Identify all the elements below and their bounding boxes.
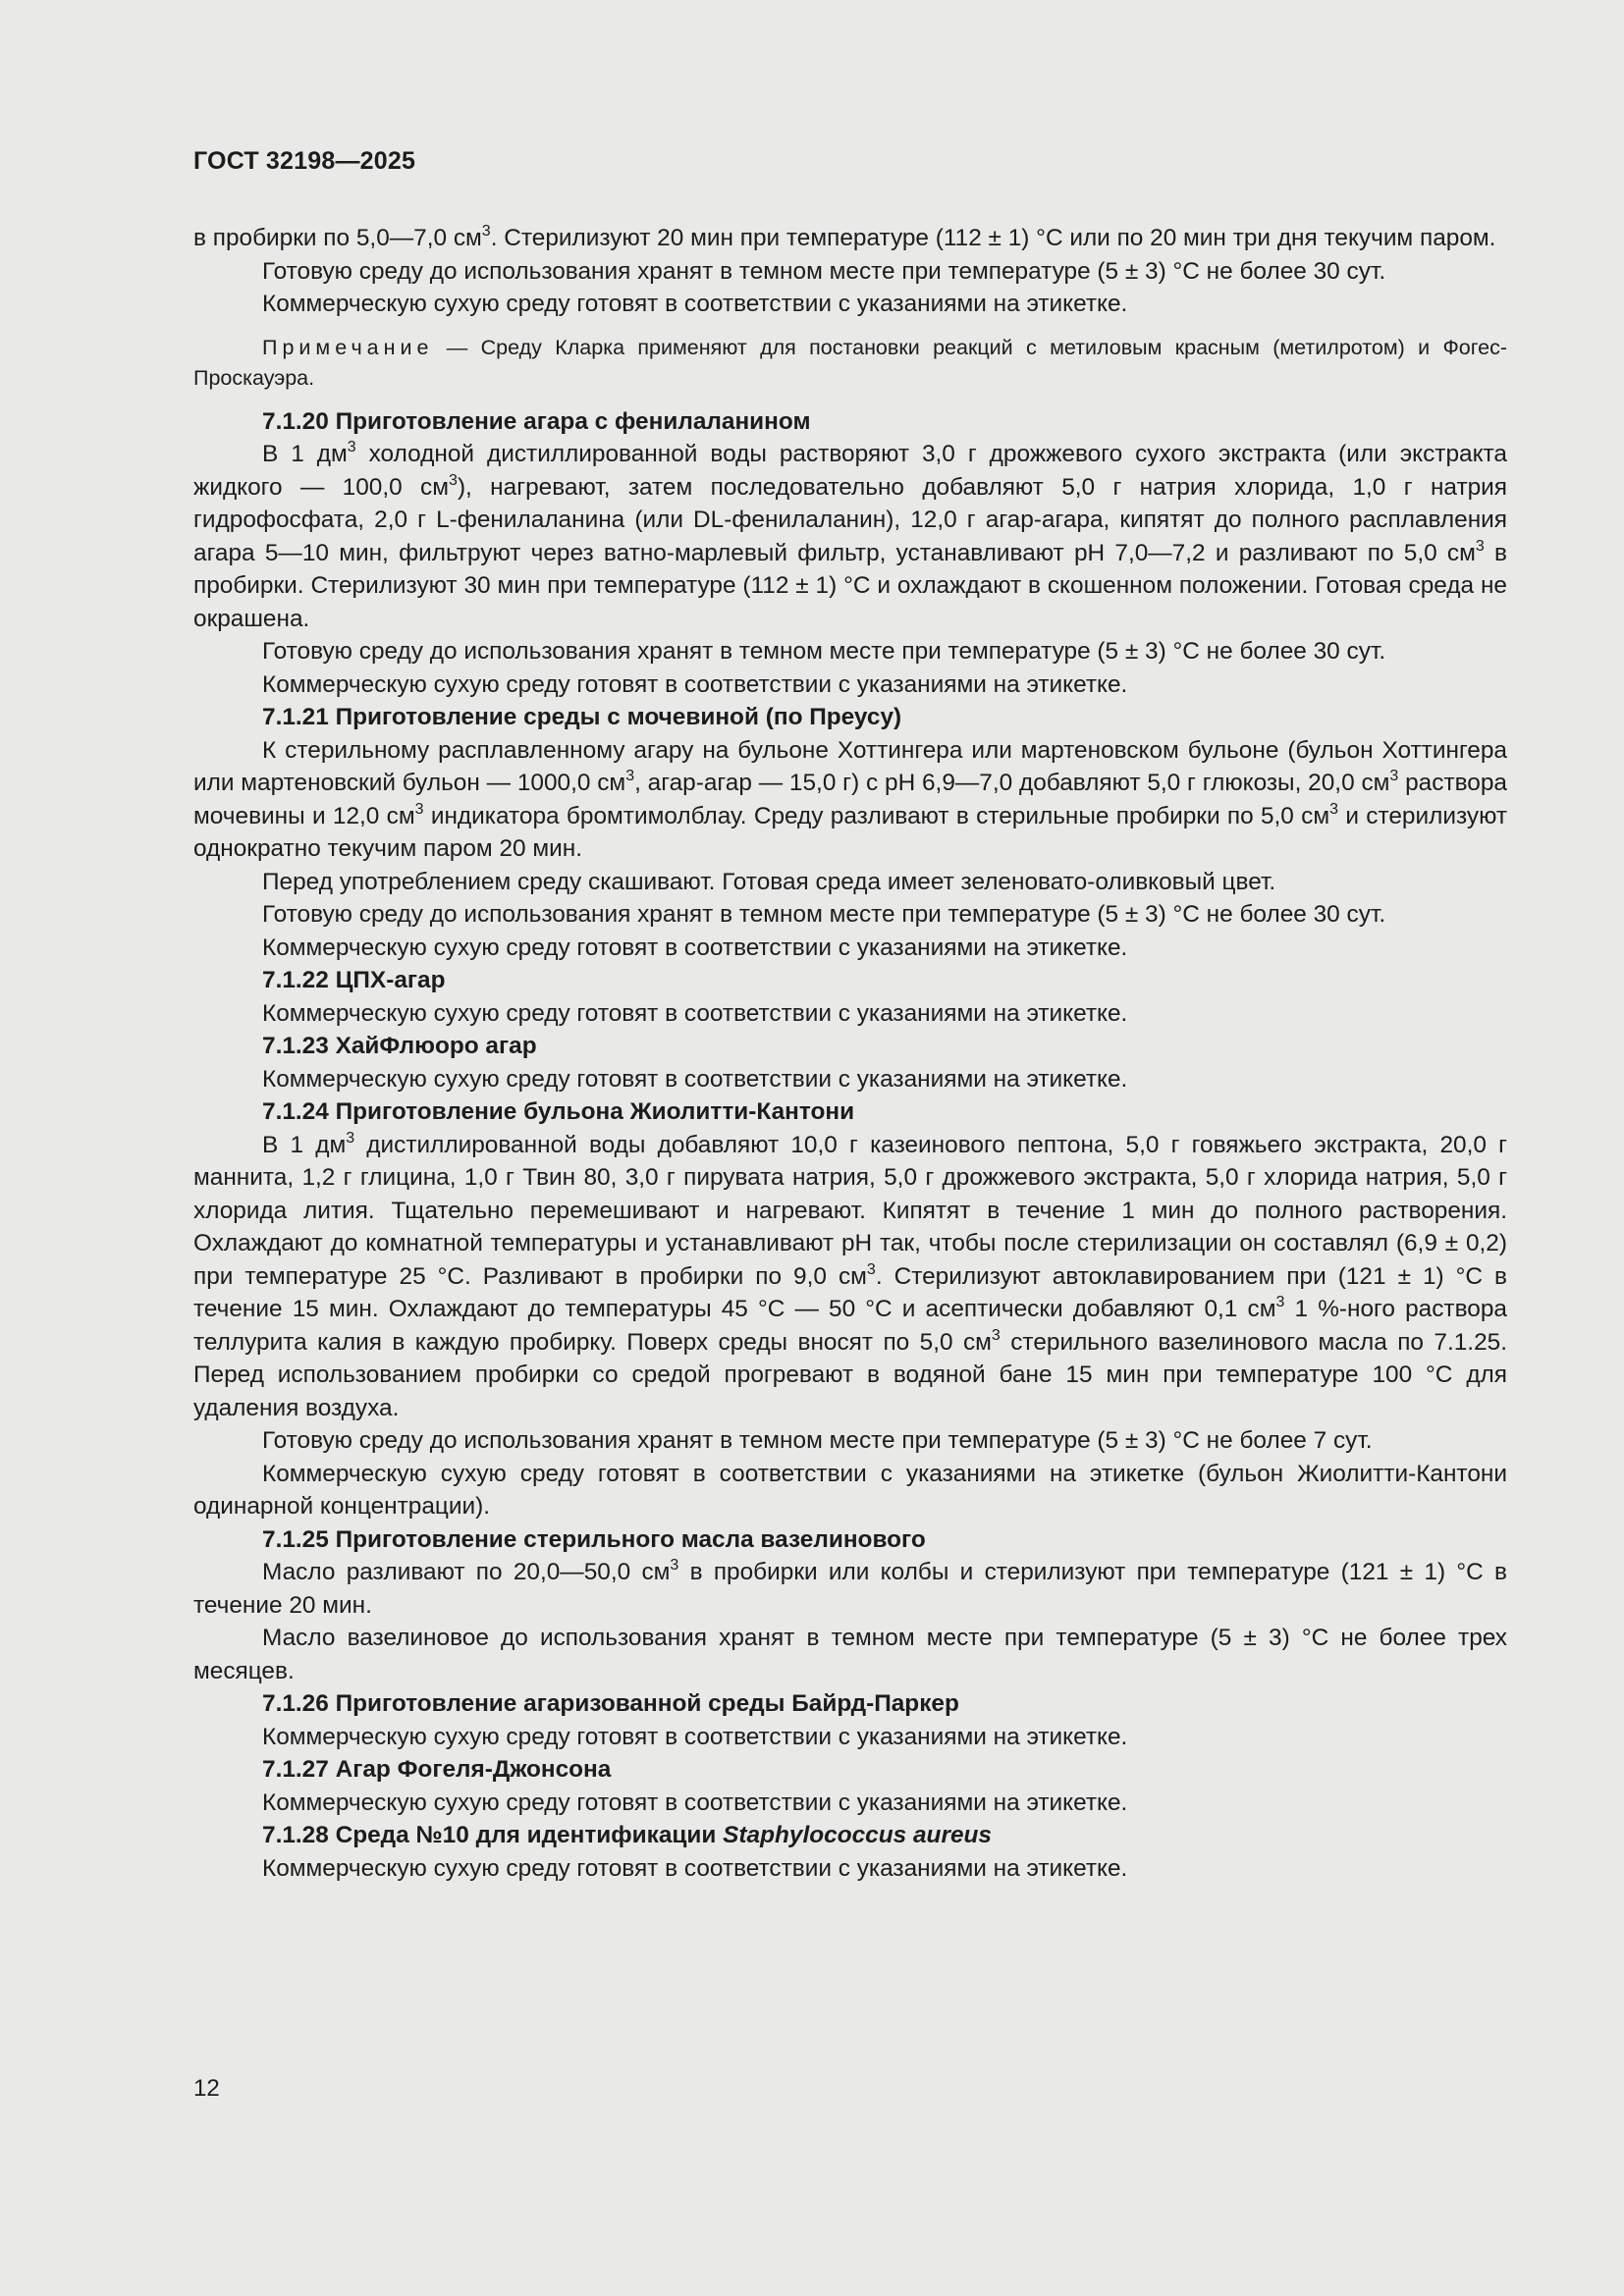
- page-number: 12: [193, 2075, 220, 2102]
- body-paragraph: Коммерческую сухую среду готовят в соответствии с указаниями на этикетке.: [262, 999, 1128, 1027]
- section-heading: 7.1.20 Приготовление агара с фенилаланином: [262, 407, 811, 435]
- note-paragraph: Примечание — Среду Кларка применяют для постановки реакций с метиловым красным (метилротом) и Фогес-Проскауэра.: [193, 335, 1507, 390]
- body-paragraph: Коммерческую сухую среду готовят в соответствии с указаниями на этикетке.: [262, 934, 1128, 961]
- body-paragraph: В 1 $дм^3$ холодной дистиллированной воды растворяют 3,0 г дрожжевого сухого экстракта (или экстракта жидкого — 100,0 $см^3$), нагревают, затем последовательно добавляют 5,0 г натрия хлорида, 1,0 г натрия гидрофосфата, 2,0 г L-фенилаланина (или DL-фенилаланин), 12,0 г агар-агара, кипятят до полного расплавления агара 5—10 мин, фильтруют через ватно-марлевый фильтр, устанавливают рН 7,0—7,2 и разливают по 5,0 $см^3$ в пробирки. Стерилизуют 30 мин при температуре (112 ± 1) °С и охлаждают в скошенном положении. Готовая среда не окрашена.: [193, 439, 1508, 632]
- section-heading: 7.1.27 Агар Фогеля-Джонсона: [262, 1756, 612, 1783]
- document-body: [193, 222, 1507, 1885]
- body-paragraph: Коммерческую сухую среду готовят в соответствии с указаниями на этикетке.: [262, 1854, 1128, 1882]
- section-heading: 7.1.21 Приготовление среды с мочевиной (по Преусу): [262, 704, 902, 730]
- section-heading: 7.1.23 ХайФлюоро агар: [262, 1033, 537, 1059]
- section-heading: 7.1.24 Приготовление бульона Жиолитти-Кантони: [262, 1098, 855, 1125]
- body-paragraph: Коммерческую сухую среду готовят в соответствии с указаниями на этикетке.: [262, 670, 1128, 698]
- body-paragraph: в пробирки по 5,0—7,0 $см^3$. Стерилизуют 20 мин при температуре (112 ± 1) °С или по 20 мин три дня текучим паром.: [193, 223, 1496, 251]
- body-paragraph: Масло вазелиновое до использования хранят в темном месте при температуре (5 ± 3) °С не более трех месяцев.: [193, 1625, 1507, 1684]
- body-paragraph: В 1 $дм^3$ дистиллированной воды добавляют 10,0 г казеинового пептона, 5,0 г говяжьего экстракта, 20,0 г маннита, 1,2 г глицина, 1,0 г Твин 80, 3,0 г пирувата натрия, 5,0 г дрожжевого экстракта, 5,0 г хлорида натрия, 5,0 г хлорида лития. Тщательно перемешивают и нагревают. Кипятят в течение 1 мин до полного растворения. Охлаждают до комнатной температуры и устанавливают рН так, чтобы после стерилизации он составлял (6,9 ± 0,2) при температуре 25 °С. Разливают в пробирки по 9,0 $см^3$. Стерилизуют автоклавированием при (121 ± 1) °С в течение 15 мин. Охлаждают до температуры 45 °С — 50 °С и асептически добавляют 0,1 $см^3$ 1 %-ного раствора теллурита калия в каждую пробирку. Поверх среды вносят по 5,0 $см^3$ стерильного вазелинового масла по 7.1.25. Перед использованием пробирки со средой прогревают в водяной бане 15 мин при температуре 100 °С для удаления воздуха.: [193, 1129, 1508, 1421]
- section-heading: 7.1.26 Приготовление агаризованной среды Байрд-Паркер: [262, 1690, 959, 1717]
- body-paragraph: Коммерческую сухую среду готовят в соответствии с указаниями на этикетке.: [262, 1789, 1128, 1816]
- section-heading: 7.1.25 Приготовление стерильного масла вазелинового: [262, 1525, 926, 1553]
- page-header-title: ГОСТ 32198—2025: [193, 147, 416, 175]
- section-heading: 7.1.22 ЦПХ-агар: [262, 967, 446, 993]
- body-paragraph: Готовую среду до использования хранят в темном месте при температуре (5 ± 3) °С не более 30 сут.: [262, 638, 1386, 665]
- body-paragraph: Коммерческую сухую среду готовят в соответствии с указаниями на этикетке.: [262, 1065, 1128, 1093]
- body-paragraph: Готовую среду до использования хранят в темном месте при температуре (5 ± 3) °С не более 30 сут.: [262, 257, 1386, 285]
- body-paragraph: Коммерческую сухую среду готовят в соответствии с указаниями на этикетке (бульон Жиолитти-Кантони одинарной концентрации).: [193, 1460, 1507, 1520]
- body-paragraph: К стерильному расплавленному агару на бульоне Хоттингера или мартеновском бульоне (бульон Хоттингера или мартеновский бульон — 1000,0 $см^3$, агар-агар — 15,0 г) с рН 6,9—7,0 добавляют 5,0 г глюкозы, 20,0 $см^3$ раствора мочевины и 12,0 $см^3$ индикатора бромтимолблау. Среду разливают в стерильные пробирки по 5,0 $см^3$ и стерилизуют однократно текучим паром 20 мин.: [193, 736, 1507, 862]
- body-paragraph: Готовую среду до использования хранят в темном месте при температуре (5 ± 3) °С не более 30 сут.: [262, 901, 1386, 928]
- body-paragraph: Готовую среду до использования хранят в темном месте при температуре (5 ± 3) °С не более 7 сут.: [262, 1427, 1373, 1454]
- section-heading: 7.1.28 Среда №10 для идентификации Staphylococcus aureus: [262, 1822, 992, 1848]
- body-paragraph: Коммерческую сухую среду готовят в соответствии с указаниями на этикетке.: [262, 1723, 1128, 1750]
- body-paragraph: Коммерческую сухую среду готовят в соответствии с указаниями на этикетке.: [262, 291, 1128, 317]
- body-paragraph: Масло разливают по 20,0—50,0 $см^3$ в пробирки или колбы и стерилизуют при температуре (121 ± 1) °С в течение 20 мин.: [193, 1557, 1507, 1619]
- body-paragraph: Перед употреблением среду скашивают. Готовая среда имеет зеленовато-оливковый цвет.: [262, 868, 1276, 895]
